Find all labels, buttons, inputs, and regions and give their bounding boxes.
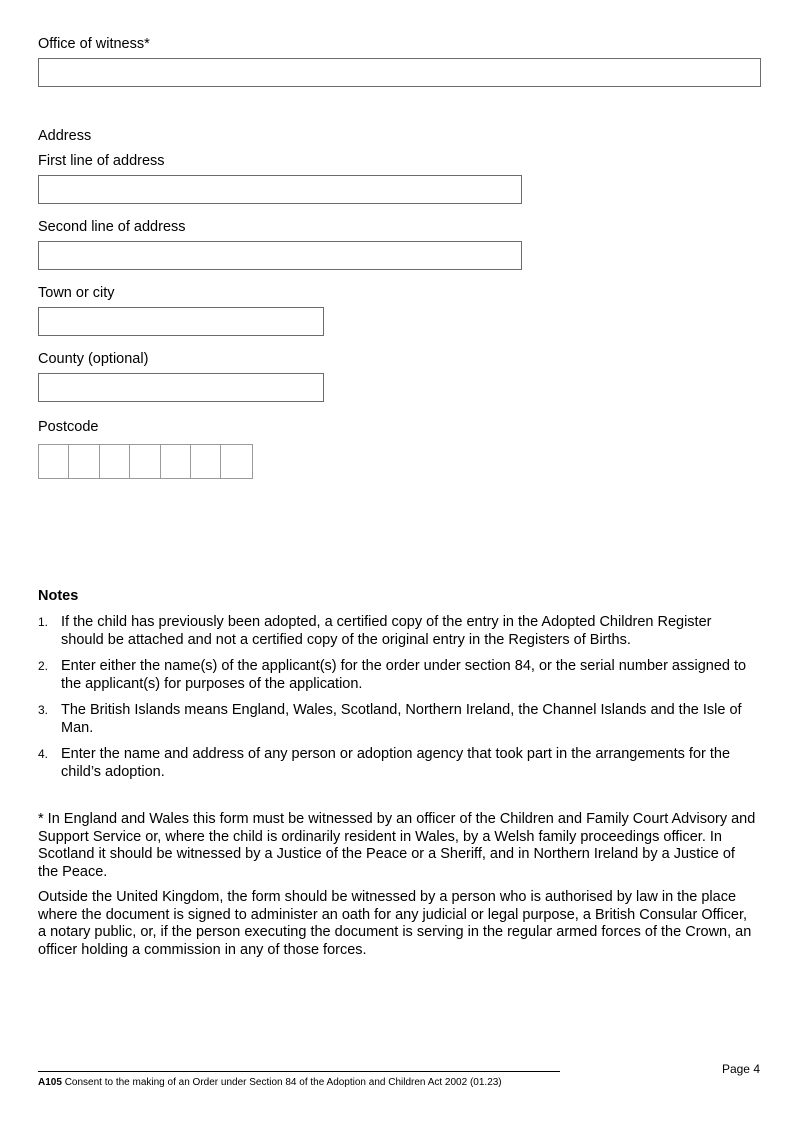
note-number: 1.: [38, 615, 49, 629]
note-item: [38, 613, 758, 649]
postcode-cell[interactable]: [100, 445, 130, 478]
footer-divider: [38, 1071, 560, 1072]
note-item: [38, 745, 758, 781]
note-text: Enter either the name(s) of the applicant(s) for the order under section 84, or the serial number assigned to the applicant(s) for purposes of the application.: [61, 658, 747, 692]
postcode-cell[interactable]: [161, 445, 191, 478]
postcode-label: Postcode: [38, 419, 99, 435]
address-line1-label: First line of address: [38, 153, 165, 169]
notes-title: Notes: [38, 588, 79, 604]
office-of-witness-input[interactable]: [38, 58, 761, 87]
postcode-input-group: [38, 444, 253, 479]
address-line2-label: Second line of address: [38, 219, 186, 235]
note-number: 2.: [38, 659, 49, 673]
postcode-cell[interactable]: [130, 445, 160, 478]
address-heading: Address: [38, 128, 92, 144]
address-line2-input[interactable]: [38, 241, 522, 270]
notes-list: [38, 613, 758, 789]
county-label: County (optional): [38, 351, 149, 367]
witness-info-england-wales: * In England and Wales this form must be witnessed by an officer of the Children and Family Court Advisory and Support Service or, where the child is ordinarily resident in Wales, by a Welsh family proceedings officer. In Scotland it should be witnessed by a Justice of the Peace or a Sheriff, and in Northern Ireland by a Justice of the Peace.: [38, 811, 756, 880]
witness-info-outside-uk: Outside the United Kingdom, the form should be witnessed by a person who is authorised by law in the place where the document is signed to administer an oath for any judicial or legal purpose, a British Consular Officer, a notary public, or, if the person executing the document is serving in the regular armed forces of the Crown, an officer holding a commission in any of those forces.: [38, 889, 752, 958]
address-line1-input[interactable]: [38, 175, 522, 204]
town-input[interactable]: [38, 307, 324, 336]
form-code: A105: [38, 1077, 62, 1088]
note-item: [38, 701, 758, 737]
note-text: The British Islands means England, Wales, Scotland, Northern Ireland, the Channel Islands and the Isle of Man.: [61, 702, 742, 736]
county-input[interactable]: [38, 373, 324, 402]
office-of-witness-label: Office of witness*: [38, 36, 150, 52]
note-item: [38, 657, 758, 693]
postcode-cell[interactable]: [191, 445, 221, 478]
form-title: Consent to the making of an Order under Section 84 of the Adoption and Children Act 2002 (01.23): [64, 1077, 502, 1088]
postcode-cell[interactable]: [39, 445, 69, 478]
footer-form-reference: [38, 1077, 502, 1088]
page-number: Page 4: [721, 1062, 760, 1076]
note-number: 3.: [38, 703, 49, 717]
town-label: Town or city: [38, 285, 115, 301]
note-text: Enter the name and address of any person or adoption agency that took part in the arrangements for the child’s adoption.: [61, 746, 731, 780]
postcode-cell[interactable]: [69, 445, 99, 478]
note-number: 4.: [38, 747, 49, 761]
note-text: If the child has previously been adopted, a certified copy of the entry in the Adopted Children Register should be attached and not a certified copy of the original entry in the Registers of Births.: [61, 614, 712, 648]
postcode-cell[interactable]: [221, 445, 251, 478]
